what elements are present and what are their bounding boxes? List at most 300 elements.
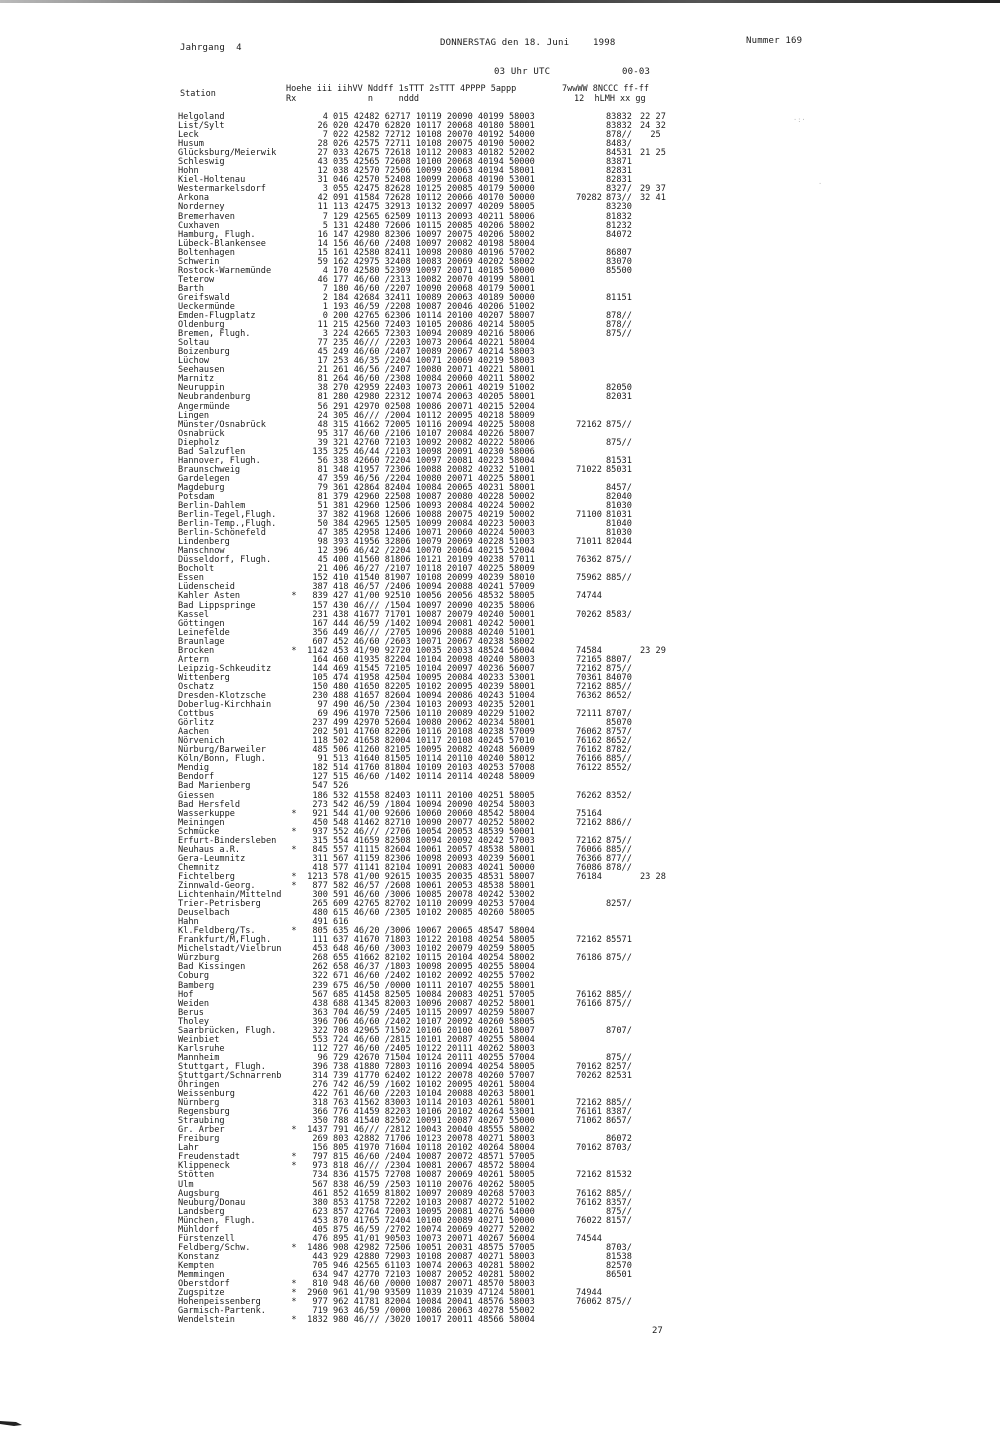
observation-data: 553 724 46/60 /2815 10101 20087 40255 58004 — [302, 1034, 535, 1045]
observation-data: 111 637 41670 71803 10122 20108 40254 58005 — [302, 935, 535, 946]
observation-data: 4 015 42482 62717 10119 20090 40199 58003 — [302, 112, 535, 122]
cloud-group — [606, 1036, 640, 1045]
station-name: Braunlage — [178, 636, 225, 647]
gust-group — [640, 1190, 666, 1199]
station-name: Bendorf — [178, 772, 215, 783]
gust-group — [640, 719, 666, 728]
station-name: Berus — [178, 1007, 204, 1018]
station-name: Lübeck-Blankensee — [178, 238, 266, 249]
station-marker — [286, 611, 302, 620]
weather-group — [576, 294, 606, 303]
weather-group — [576, 882, 606, 891]
gust-group — [640, 1054, 666, 1063]
observation-data: 24 305 46/// /2004 10112 20095 40218 58009 — [302, 410, 535, 421]
observation-data: 623 857 42764 72003 10095 20081 40276 54000 — [302, 1206, 535, 1217]
observation-data: 91 513 41640 81505 10114 20110 40240 58012 — [302, 754, 535, 765]
cloud-group: 877// — [606, 853, 632, 864]
column-extra-header-1: 7wwWW 8NCCC ff-ff — [562, 84, 649, 94]
observation-data: 202 501 41760 82206 10116 20108 40238 57009 — [302, 727, 535, 738]
station-name: Teterow — [178, 274, 215, 285]
station-marker — [286, 656, 302, 665]
observation-data: 314 739 41770 62402 10122 20078 40260 57007 — [302, 1070, 535, 1081]
cloud-group: 875// — [606, 329, 632, 340]
scan-speck: ·:· — [793, 116, 806, 124]
station-name: Zinnwald-Georg. — [178, 880, 256, 891]
station-name: Glücksburg/Meierwik — [178, 148, 277, 159]
station-name: Lüdenscheid — [178, 582, 235, 593]
station-name: Kempten — [178, 1260, 215, 1271]
cloud-group — [606, 592, 640, 601]
station-name: Garmisch-Partenk. — [178, 1306, 266, 1317]
gust-group — [640, 755, 666, 764]
observation-data: 105 474 41958 42504 10095 20084 40233 53001 — [302, 672, 535, 683]
cloud-group: 885// — [606, 1188, 632, 1199]
station-name: Regensburg — [178, 1107, 230, 1118]
station-marker — [286, 1208, 302, 1217]
station-marker — [286, 547, 302, 556]
cloud-group: 885// — [606, 1098, 632, 1109]
station-marker — [286, 1045, 302, 1054]
gust-group — [640, 611, 666, 620]
gust-group: 23 29 — [640, 645, 666, 656]
observation-data: 96 729 42670 71504 10124 20111 40255 57004 — [302, 1052, 535, 1063]
gust-group — [640, 710, 666, 719]
station-marker — [286, 674, 302, 683]
station-name: Fichtelberg — [178, 871, 235, 882]
header-year: 1998 — [593, 38, 616, 48]
cloud-group: 85031 — [606, 464, 632, 475]
station-marker — [286, 131, 302, 140]
cloud-group: 81040 — [606, 519, 632, 530]
cloud-group: 875// — [606, 953, 632, 964]
station-name: Soltau — [178, 338, 210, 349]
gust-group — [640, 936, 666, 945]
station-marker — [286, 493, 302, 502]
weather-group: 74944 — [576, 1288, 602, 1299]
weather-group — [576, 1316, 606, 1325]
scan-speck: · — [818, 180, 823, 188]
station-marker — [286, 439, 302, 448]
station-name: Hohn — [178, 166, 199, 177]
station-name: Düsseldorf, Flugh. — [178, 555, 272, 566]
cloud-group: 878// — [606, 311, 632, 322]
observation-data: 28 026 42575 72711 10108 20075 40190 50002 — [302, 139, 535, 150]
station-name: Angermünde — [178, 401, 230, 412]
station-marker — [286, 719, 302, 728]
station-name: Brocken — [178, 645, 215, 656]
observation-data: 14 156 46/60 /2408 10097 20082 40198 58004 — [302, 238, 535, 249]
cloud-group: 8707/ — [606, 1025, 632, 1036]
gust-group — [640, 222, 666, 231]
weather-group — [576, 267, 606, 276]
table-row — [178, 1316, 666, 1325]
weather-group: 72162 — [576, 835, 602, 846]
station-marker: * — [291, 1315, 297, 1326]
station-name: Hahn — [178, 917, 199, 928]
station-name: Cuxhaven — [178, 220, 220, 231]
station-name: Berlin-Schönefeld — [178, 528, 266, 539]
cloud-group: 81031 — [606, 510, 632, 521]
cloud-group: 875// — [606, 1052, 632, 1063]
station-name: Wasserkuppe — [178, 808, 235, 819]
weather-group — [576, 1244, 606, 1253]
station-name: Mannheim — [178, 1052, 220, 1063]
scan-corner-mark — [0, 1419, 22, 1427]
weather-group — [576, 176, 606, 185]
scan-top-edge — [0, 0, 1000, 3]
station-marker — [286, 963, 302, 972]
observation-data: 977 962 41781 82004 10084 20041 48576 58003 — [302, 1297, 535, 1308]
cloud-group: 82570 — [606, 1260, 632, 1271]
gust-group — [640, 321, 666, 330]
observation-data: 491 616 — [302, 917, 349, 928]
station-name: Stuttgart/Schnarrenb — [178, 1070, 282, 1081]
station-name: Braunschweig — [178, 464, 241, 475]
station-marker — [286, 538, 302, 547]
gust-group — [640, 1126, 666, 1135]
station-name: Mühldorf — [178, 1224, 220, 1235]
weather-group — [576, 891, 606, 900]
gust-group — [640, 384, 666, 393]
observation-data: 366 776 41459 82203 10106 20102 40264 53001 — [302, 1107, 535, 1118]
station-marker — [286, 167, 302, 176]
gust-group — [640, 1027, 666, 1036]
station-marker — [286, 1018, 302, 1027]
gust-group — [640, 502, 666, 511]
observation-data: 45 249 46/60 /2407 10089 20067 40214 58003 — [302, 347, 535, 358]
observation-data: 634 947 42770 72103 10087 20052 40281 58002 — [302, 1270, 535, 1280]
station-name: Michelstadt/Vielbrun — [178, 944, 282, 955]
station-name: Diepholz — [178, 437, 220, 448]
gust-group — [640, 1235, 666, 1244]
station-marker — [286, 312, 302, 321]
weather-group: 72162 — [576, 663, 602, 674]
station-marker — [286, 140, 302, 149]
weather-group — [576, 1153, 606, 1162]
station-name: Helgoland — [178, 112, 225, 122]
weather-group: 76362 — [576, 555, 602, 566]
cloud-group: 8707/ — [606, 709, 632, 720]
observation-data: 1 193 46/59 /2208 10087 20046 40206 51002 — [302, 301, 535, 312]
weather-group: 74584 — [576, 645, 602, 656]
gust-group: 29 37 — [640, 184, 666, 195]
station-marker — [286, 782, 302, 791]
station-marker — [286, 909, 302, 918]
gust-group — [640, 1009, 666, 1018]
station-name: Fürstenzell — [178, 1233, 235, 1244]
station-marker — [286, 710, 302, 719]
gust-group — [640, 520, 666, 529]
gust-group — [640, 692, 666, 701]
station-name: Lindenberg — [178, 537, 230, 548]
station-marker — [286, 701, 302, 710]
gust-group — [640, 746, 666, 755]
station-name: Memmingen — [178, 1270, 225, 1280]
station-name: Kassel — [178, 609, 210, 620]
gust-group — [640, 602, 666, 611]
station-name: Bad Lippspringe — [178, 600, 256, 611]
station-marker — [286, 1063, 302, 1072]
observation-data: 186 532 41558 82403 10111 20100 40251 58005 — [302, 790, 535, 801]
cloud-group — [606, 366, 640, 375]
station-marker — [286, 891, 302, 900]
station-marker: * — [291, 1161, 297, 1172]
observation-data: 839 427 41/00 92510 10056 20056 48532 58005 — [302, 591, 535, 602]
cloud-group: 8327/ — [606, 184, 632, 195]
observation-data: 322 671 46/60 /2402 10102 20092 40255 57002 — [302, 971, 535, 982]
station-marker — [286, 1081, 302, 1090]
station-name: Hannover, Flugh. — [178, 455, 261, 466]
cloud-group: 82831 — [606, 175, 632, 186]
cloud-group — [606, 403, 640, 412]
gust-group — [640, 764, 666, 773]
station-name: Augsburg — [178, 1188, 220, 1199]
station-marker — [286, 430, 302, 439]
station-marker: * — [291, 1152, 297, 1163]
observation-data: 380 853 41758 72202 10103 20087 40272 51002 — [302, 1197, 535, 1208]
cloud-group: 8703/ — [606, 1242, 632, 1253]
weather-group — [576, 158, 606, 167]
station-marker — [286, 1253, 302, 1262]
cloud-group: 86501 — [606, 1270, 632, 1280]
weather-group: 76362 — [576, 691, 602, 701]
station-name: Görlitz — [178, 718, 215, 729]
station-name: Seehausen — [178, 365, 225, 376]
station-marker — [286, 457, 302, 466]
weather-group: 74744 — [576, 591, 602, 602]
gust-group — [640, 430, 666, 439]
weather-group — [576, 629, 606, 638]
cloud-group: 83230 — [606, 202, 632, 213]
gust-group — [640, 773, 666, 782]
station-name: Neubrandenburg — [178, 392, 251, 403]
observation-data: 182 514 41760 81804 10109 20103 40253 57008 — [302, 763, 535, 774]
cloud-group: 8257/ — [606, 899, 632, 910]
station-name: Leck — [178, 130, 199, 141]
gust-group — [640, 792, 666, 801]
cloud-group: 8807/ — [606, 654, 632, 665]
station-name: Weissenburg — [178, 1089, 235, 1100]
station-marker — [286, 692, 302, 701]
station-name: Kl.Feldberg/Ts. — [178, 926, 256, 937]
gust-group — [640, 982, 666, 991]
observation-data: 311 567 41159 82306 10098 20093 40239 56001 — [302, 853, 535, 864]
cloud-group: 885// — [606, 754, 632, 765]
gust-group — [640, 276, 666, 285]
gust-group — [640, 203, 666, 212]
station-marker — [286, 484, 302, 493]
station-marker — [286, 1000, 302, 1009]
station-name: Barth — [178, 283, 204, 294]
observation-data: 79 361 42864 82404 10084 20065 40231 58001 — [302, 482, 535, 493]
station-marker — [286, 954, 302, 963]
observation-data: 318 763 41562 83003 10114 20103 40261 58001 — [302, 1098, 535, 1109]
observation-data: 47 385 42958 12406 10071 20060 40224 50003 — [302, 528, 535, 539]
observation-data: 719 963 46/59 /0000 10086 20063 40278 55002 — [302, 1306, 535, 1317]
station-marker — [286, 1009, 302, 1018]
gust-group — [640, 556, 666, 565]
gust-group — [640, 972, 666, 981]
gust-group — [640, 945, 666, 954]
station-name: Arkona — [178, 193, 210, 204]
weather-group — [576, 140, 606, 149]
station-name: Schleswig — [178, 157, 225, 168]
observation-data: 973 818 46/// /2304 10081 20067 48572 58004 — [302, 1161, 535, 1172]
observation-data: 845 557 41115 82604 10061 20057 48538 58001 — [302, 844, 535, 855]
gust-group — [640, 457, 666, 466]
observation-data: 230 488 41657 82604 10094 20086 40243 51004 — [302, 691, 535, 701]
gust-group — [640, 294, 666, 303]
gust-group — [640, 1208, 666, 1217]
station-name: Coburg — [178, 971, 210, 982]
gust-group — [640, 529, 666, 538]
weather-group: 71062 — [576, 1116, 602, 1127]
station-name: Nürburg/Barweiler — [178, 745, 266, 756]
gust-group — [640, 1289, 666, 1298]
station-marker — [286, 1099, 302, 1108]
station-marker — [286, 194, 302, 203]
cloud-group: 875// — [606, 998, 632, 1009]
weather-group — [576, 620, 606, 629]
cloud-group: 878// — [606, 130, 632, 141]
observation-data: 15 161 42580 82411 10098 20080 40196 57002 — [302, 247, 535, 258]
station-marker: * — [291, 844, 297, 855]
weather-group — [576, 222, 606, 231]
weather-group: 76262 — [576, 790, 602, 801]
station-marker — [286, 728, 302, 737]
station-name: Norderney — [178, 202, 225, 213]
weather-group: 76162 — [576, 1197, 602, 1208]
weather-group — [576, 475, 606, 484]
station-name: Freudenstadt — [178, 1152, 241, 1163]
gust-group — [640, 448, 666, 457]
gust-group — [640, 511, 666, 520]
station-marker — [286, 303, 302, 312]
observation-data: 152 410 41540 81907 10108 20099 40239 58010 — [302, 573, 535, 584]
station-name: Kiel-Holtenau — [178, 175, 246, 186]
weather-group — [576, 448, 606, 457]
weather-group — [576, 430, 606, 439]
weather-group — [576, 276, 606, 285]
observation-data: 1486 908 42982 72506 10051 20031 48575 57005 — [302, 1242, 535, 1253]
station-marker — [286, 1226, 302, 1235]
observation-data: 387 418 46/57 /2406 10094 20088 40241 57009 — [302, 582, 535, 593]
gust-group — [640, 393, 666, 402]
cloud-group — [606, 620, 640, 629]
gust-group — [640, 1217, 666, 1226]
observation-data: 937 552 46/// /2706 10054 20053 48539 50001 — [302, 826, 535, 837]
cloud-group — [606, 276, 640, 285]
observation-data: 43 035 42565 72608 10100 20068 40194 50000 — [302, 157, 535, 168]
observation-data: 7 129 42565 62509 10113 20093 40211 58006 — [302, 211, 535, 222]
station-name: Erfurt-Bindersleben — [178, 835, 277, 846]
gust-group — [640, 375, 666, 384]
cloud-group — [606, 963, 640, 972]
observation-data: 461 852 41659 81802 10097 20089 40268 57003 — [302, 1188, 535, 1199]
gust-group — [640, 1081, 666, 1090]
weather-group: 72162 — [576, 817, 602, 828]
observation-data: 877 582 46/57 /2608 10061 20053 48538 58001 — [302, 880, 535, 891]
observation-data: 81 348 41957 72306 10088 20082 40232 51001 — [302, 464, 535, 475]
cloud-group — [606, 1316, 640, 1325]
gust-group — [640, 475, 666, 484]
observation-data: 7 180 46/60 /2207 10090 20068 40179 50001 — [302, 283, 535, 294]
cloud-group — [606, 873, 640, 882]
gust-group — [640, 583, 666, 592]
cloud-group: 85571 — [606, 935, 632, 946]
cloud-group: 82831 — [606, 166, 632, 177]
gust-group — [640, 258, 666, 267]
station-marker: * — [291, 1297, 297, 1308]
cloud-group: 83832 — [606, 112, 632, 122]
weather-group — [576, 249, 606, 258]
station-marker — [286, 1072, 302, 1081]
observation-data: 734 836 41575 72708 10087 20069 40261 58005 — [302, 1170, 535, 1181]
header-jahrgang: Jahrgang 4 — [180, 43, 242, 53]
observation-data: 51 381 42960 12506 10093 20084 40224 50002 — [302, 501, 535, 512]
weather-group — [576, 403, 606, 412]
gust-group — [640, 538, 666, 547]
gust-group — [640, 909, 666, 918]
weather-group — [576, 393, 606, 402]
weather-group — [576, 384, 606, 393]
time-main: 03 Uhr UTC — [494, 67, 551, 77]
cloud-group: 82050 — [606, 383, 632, 394]
weather-group: 76062 — [576, 727, 602, 738]
station-marker — [286, 773, 302, 782]
gust-group — [640, 810, 666, 819]
weather-group: 72162 — [576, 419, 602, 430]
cloud-group: 8552/ — [606, 763, 632, 774]
observation-data: 567 838 46/59 /2503 10110 20076 40262 58005 — [302, 1179, 535, 1190]
station-marker — [286, 240, 302, 249]
gust-group — [640, 1280, 666, 1289]
station-name: Zugspitze — [178, 1288, 225, 1299]
observation-data: 21 406 46/27 /2107 10118 20107 40225 58009 — [302, 564, 535, 575]
station-name: Berlin-Dahlem — [178, 501, 246, 512]
observation-data: 26 020 42470 62820 10117 20068 40180 58001 — [302, 121, 535, 132]
cloud-group: 885// — [606, 681, 632, 692]
observation-data: 350 788 41540 82502 10091 20087 40267 55000 — [302, 1116, 535, 1127]
station-marker — [286, 511, 302, 520]
station-name: Köln/Bonn, Flugh. — [178, 754, 266, 765]
station-name: Osnabrück — [178, 428, 225, 439]
station-name: Feldberg/Schw. — [178, 1242, 251, 1253]
gust-group — [640, 1226, 666, 1235]
weather-group — [576, 339, 606, 348]
observation-data: 12 396 46/42 /2204 10070 20064 40215 52004 — [302, 546, 535, 557]
weather-group: 72162 — [576, 681, 602, 692]
weather-group — [576, 1027, 606, 1036]
station-marker — [286, 1108, 302, 1117]
gust-group — [640, 1181, 666, 1190]
page-number: 27 — [652, 1326, 663, 1336]
weather-group: 76022 — [576, 1215, 602, 1226]
observation-data: 396 738 41880 72803 10116 20094 40254 58005 — [302, 1061, 535, 1072]
station-name: Klippeneck — [178, 1161, 230, 1172]
station-marker — [286, 972, 302, 981]
weather-group: 76161 — [576, 1107, 602, 1118]
weather-group — [576, 1253, 606, 1262]
weather-group — [576, 1009, 606, 1018]
station-marker — [286, 502, 302, 511]
station-name: Würzburg — [178, 953, 220, 964]
cloud-group: 875// — [606, 835, 632, 846]
station-name: Ulm — [178, 1179, 194, 1190]
gust-group — [640, 954, 666, 963]
observation-data: 69 496 41970 72506 10110 20089 40229 51002 — [302, 709, 535, 720]
gust-group — [640, 357, 666, 366]
